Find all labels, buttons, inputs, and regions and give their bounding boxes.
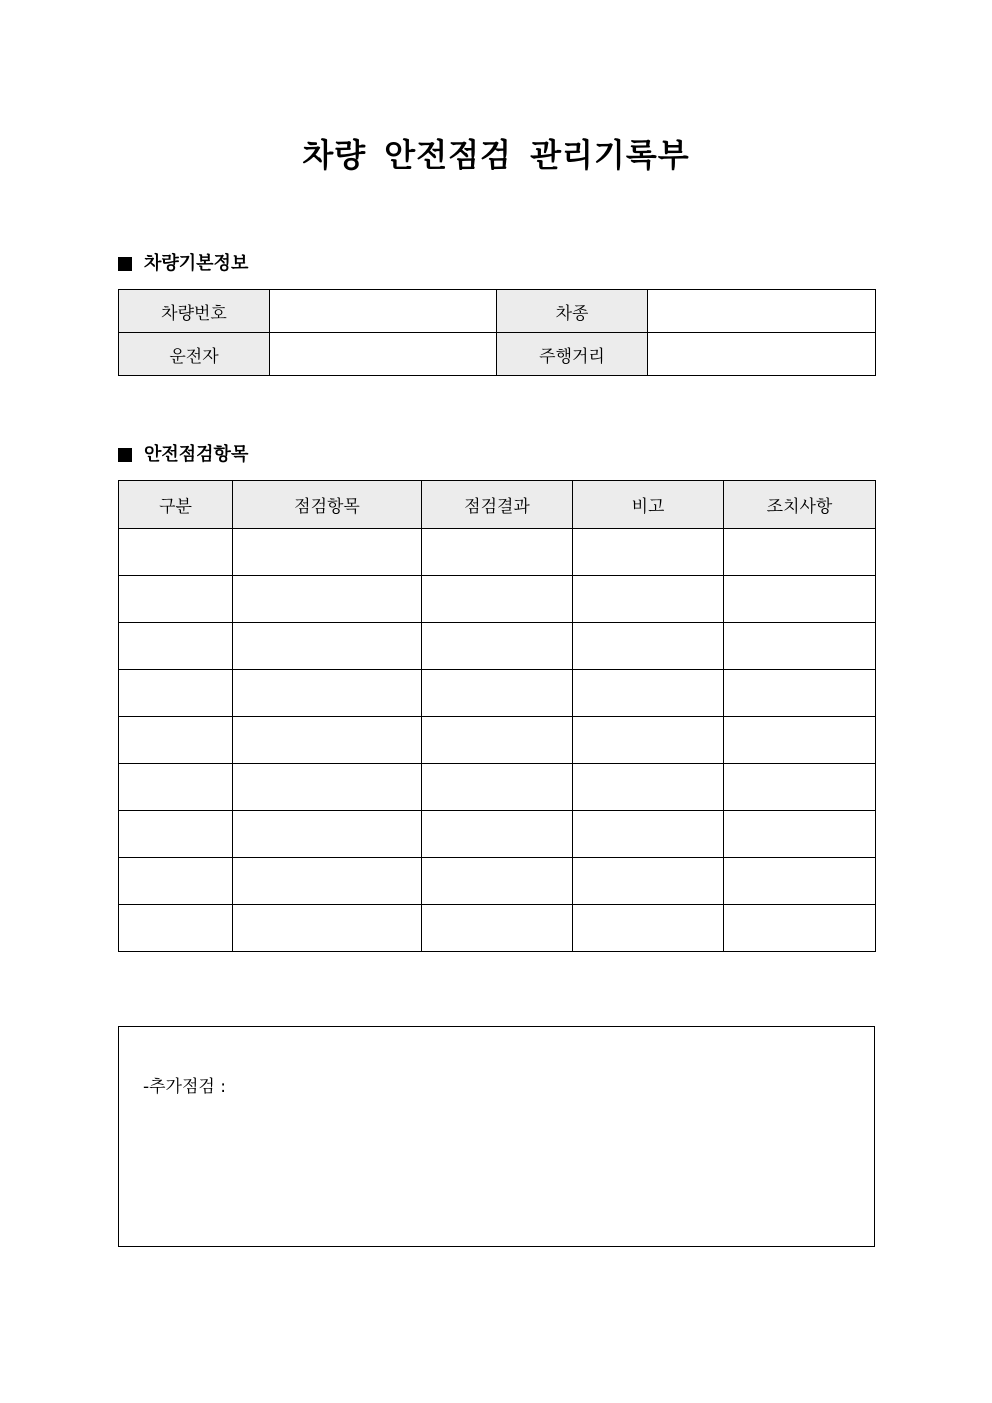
table-row [119, 670, 876, 717]
result-cell[interactable] [422, 717, 573, 764]
column-header-action: 조치사항 [724, 481, 876, 529]
item-cell[interactable] [233, 623, 422, 670]
result-cell[interactable] [422, 811, 573, 858]
action-cell[interactable] [724, 858, 876, 905]
mileage-field[interactable] [648, 333, 876, 376]
inspection-heading [118, 442, 248, 468]
driver-field[interactable] [270, 333, 497, 376]
table-row [119, 333, 876, 376]
remarks-cell[interactable] [573, 811, 724, 858]
action-cell[interactable] [724, 576, 876, 623]
item-cell[interactable] [233, 529, 422, 576]
driver-label: 운전자 [119, 333, 270, 376]
category-cell[interactable] [119, 576, 233, 623]
table-row [119, 623, 876, 670]
basic-info-table [118, 289, 876, 376]
item-cell[interactable] [233, 905, 422, 952]
remarks-cell[interactable] [573, 529, 724, 576]
item-cell[interactable] [233, 811, 422, 858]
remarks-cell[interactable] [573, 717, 724, 764]
result-cell[interactable] [422, 576, 573, 623]
inspection-heading-text: 안전점검항목 [144, 444, 249, 465]
item-cell[interactable] [233, 717, 422, 764]
action-cell[interactable] [724, 764, 876, 811]
table-row [119, 764, 876, 811]
table-row [119, 858, 876, 905]
category-cell[interactable] [119, 811, 233, 858]
action-cell[interactable] [724, 811, 876, 858]
category-cell[interactable] [119, 764, 233, 811]
column-header-item: 점검항목 [233, 481, 422, 529]
category-cell[interactable] [119, 623, 233, 670]
vehicle-type-label: 차종 [497, 290, 648, 333]
category-cell[interactable] [119, 529, 233, 576]
result-cell[interactable] [422, 764, 573, 811]
action-cell[interactable] [724, 717, 876, 764]
inspection-body [119, 529, 876, 952]
inspection-header-row [119, 481, 876, 529]
vehicle-number-field[interactable] [270, 290, 497, 333]
remarks-cell[interactable] [573, 576, 724, 623]
remarks-cell[interactable] [573, 670, 724, 717]
basic-info-heading [118, 251, 248, 277]
table-row [119, 905, 876, 952]
column-header-category: 구분 [119, 481, 233, 529]
table-row [119, 717, 876, 764]
table-row [119, 529, 876, 576]
action-cell[interactable] [724, 623, 876, 670]
column-header-remarks: 비고 [573, 481, 724, 529]
result-cell[interactable] [422, 529, 573, 576]
item-cell[interactable] [233, 764, 422, 811]
additional-inspection-box[interactable] [118, 1026, 875, 1247]
square-bullet-icon [118, 257, 132, 271]
table-row [119, 811, 876, 858]
vehicle-type-field[interactable] [648, 290, 876, 333]
remarks-cell[interactable] [573, 858, 724, 905]
item-cell[interactable] [233, 576, 422, 623]
action-cell[interactable] [724, 905, 876, 952]
action-cell[interactable] [724, 529, 876, 576]
action-cell[interactable] [724, 670, 876, 717]
result-cell[interactable] [422, 858, 573, 905]
additional-inspection-label: -추가점검 : [143, 1077, 226, 1097]
category-cell[interactable] [119, 905, 233, 952]
basic-info-heading-text: 차량기본정보 [144, 253, 249, 274]
result-cell[interactable] [422, 905, 573, 952]
vehicle-number-label: 차량번호 [119, 290, 270, 333]
category-cell[interactable] [119, 717, 233, 764]
column-header-result: 점검결과 [422, 481, 573, 529]
result-cell[interactable] [422, 670, 573, 717]
category-cell[interactable] [119, 858, 233, 905]
category-cell[interactable] [119, 670, 233, 717]
inspection-table [118, 480, 876, 952]
remarks-cell[interactable] [573, 905, 724, 952]
table-row [119, 290, 876, 333]
document-title: 차량 안전점검 관리기록부 [302, 136, 690, 174]
item-cell[interactable] [233, 670, 422, 717]
remarks-cell[interactable] [573, 764, 724, 811]
result-cell[interactable] [422, 623, 573, 670]
table-row [119, 576, 876, 623]
item-cell[interactable] [233, 858, 422, 905]
remarks-cell[interactable] [573, 623, 724, 670]
square-bullet-icon [118, 448, 132, 462]
mileage-label: 주행거리 [497, 333, 648, 376]
